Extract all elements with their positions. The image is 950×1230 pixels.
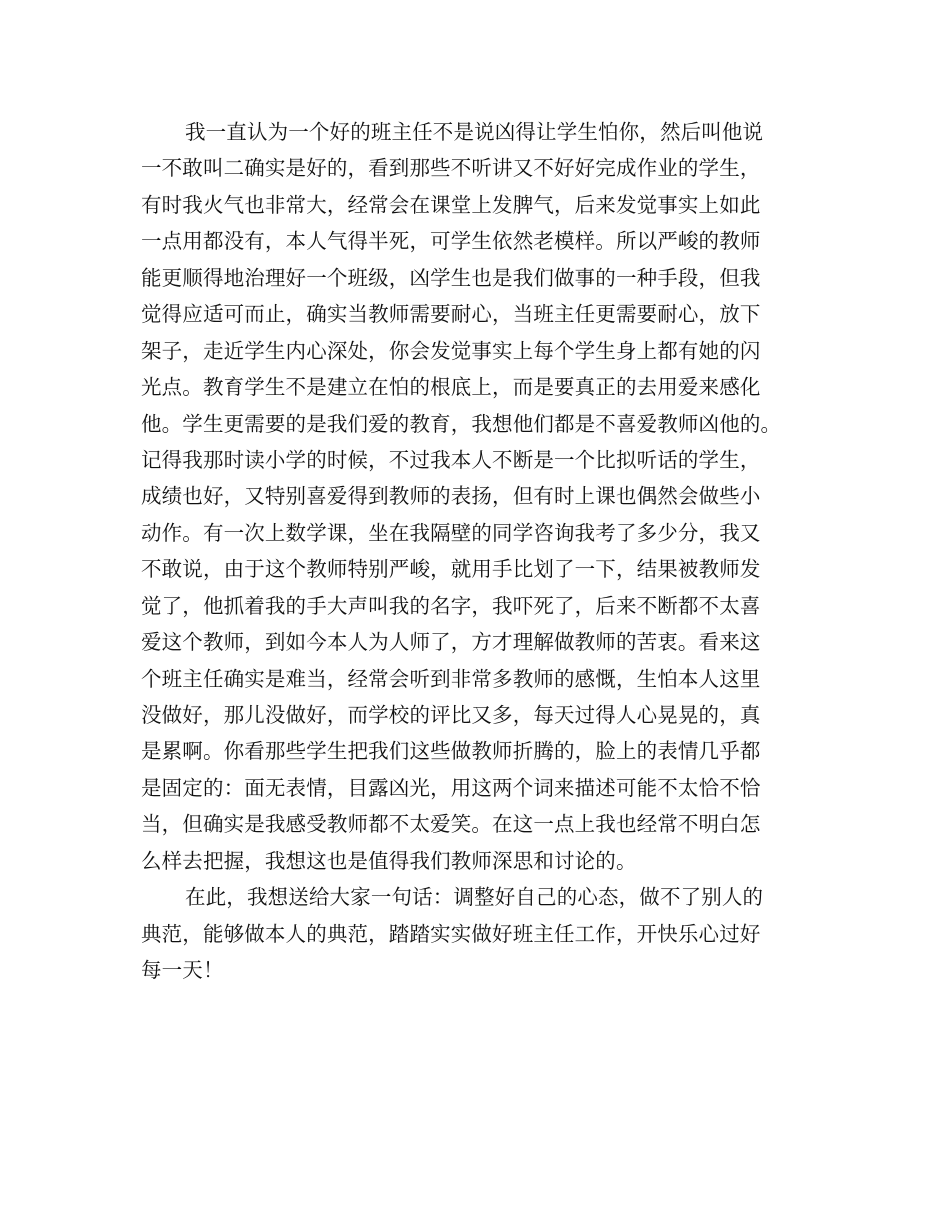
document-body [141, 114, 821, 989]
text-line: 一不敢叫二确实是好的，看到那些不听讲又不好好完成作业的学生， [141, 156, 761, 181]
text-line: 每一天！ [141, 958, 224, 983]
text-line: 觉得应适可而止，确实当教师需要耐心，当班主任更需要耐心，放下 [141, 302, 761, 327]
text-line: 能更顺得地治理好一个班级，凶学生也是我们做事的一种手段，但我 [141, 265, 761, 290]
text-line: 爱这个教师，到如今本人为人师了，方才理解做教师的苦衷。看来这 [141, 630, 761, 655]
text-line: 没做好，那儿没做好，而学校的评比又多，每天过得人心晃晃的，真 [141, 703, 761, 727]
text-line: 是固定的：面无表情，目露凶光，用这两个词来描述可能不太恰不恰 [141, 775, 761, 800]
text-line: 动作。有一次上数学课，坐在我隔壁的同学咨询我考了多少分，我又 [141, 520, 761, 545]
text-line: 我一直认为一个好的班主任不是说凶得让学生怕你，然后叫他说 [185, 120, 764, 144]
text-line: 是累啊。你看那些学生把我们这些做教师折腾的，脸上的表情几乎都 [141, 739, 761, 764]
text-line: 成绩也好，又特别喜爱得到教师的表扬，但有时上课也偶然会做些小 [141, 484, 761, 509]
text-line: 么样去把握，我想这也是值得我们教师深思和讨论的。 [141, 848, 637, 873]
text-line: 在此，我想送给大家一句话：调整好自己的心态，做不了别人的 [185, 885, 764, 910]
text-line: 不敢说，由于这个教师特别严峻，就用手比划了一下，结果被教师发 [141, 557, 761, 582]
text-line: 当，但确实是我感受教师都不太爱笑。在这一点上我也经常不明白怎 [141, 812, 761, 837]
text-line: 架子，走近学生内心深处，你会发觉事实上每个学生身上都有她的闪 [141, 338, 761, 363]
text-line: 个班主任确实是难当，经常会听到非常多教师的感慨，生怕本人这里 [141, 666, 761, 691]
text-line: 他。学生更需要的是我们爱的教育，我想他们都是不喜爱教师凶他的。 [141, 411, 782, 436]
text-line: 典范，能够做本人的典范，踏踏实实做好班主任工作，开快乐心过好 [141, 921, 761, 946]
text-line: 觉了，他抓着我的手大声叫我的名字，我吓死了，后来不断都不太喜 [141, 593, 761, 618]
text-line: 记得我那时读小学的时候，不过我本人不断是一个比拟听话的学生， [141, 447, 761, 472]
text-line: 一点用都没有，本人气得半死，可学生依然老模样。所以严峻的教师 [141, 229, 761, 254]
text-line: 光点。教育学生不是建立在怕的根底上，而是要真正的去用爱来感化 [141, 375, 761, 400]
text-line: 有时我火气也非常大，经常会在课堂上发脾气，后来发觉事实上如此 [141, 192, 761, 217]
